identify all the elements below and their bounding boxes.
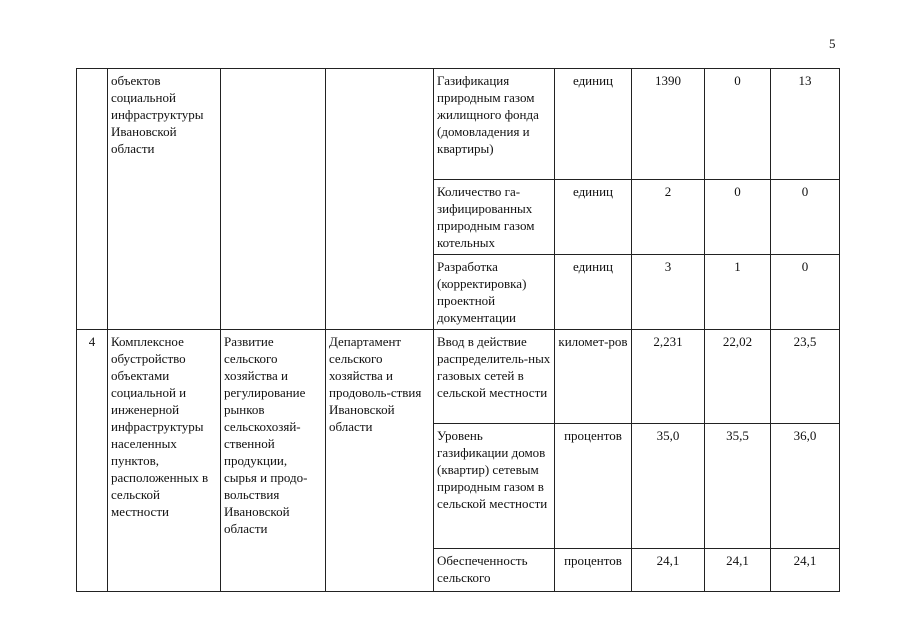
program-indicators-table xyxy=(76,68,840,592)
indicator-value-2-cell: 0 xyxy=(705,69,771,180)
indicator-value-2-cell: 24,1 xyxy=(705,549,771,592)
indicator-value-3-cell: 24,1 xyxy=(771,549,840,592)
indicator-unit-cell: процентов xyxy=(555,549,632,592)
indicator-name-cell: Разработка (корректировка) проектной документации xyxy=(434,255,555,330)
program-name-cell: Комплексное обустройство объектами социальной и инженерной инфраструктуры населенных пунктов, расположенных в сельской местности xyxy=(108,330,221,592)
indicator-unit-cell: единиц xyxy=(555,180,632,255)
indicator-name-cell: Ввод в действие распределитель-ных газовых сетей в сельской местности xyxy=(434,330,555,424)
indicator-value-3-cell: 13 xyxy=(771,69,840,180)
indicator-unit-cell: единиц xyxy=(555,69,632,180)
executor-cell xyxy=(326,69,434,330)
row-number-cell xyxy=(77,69,108,330)
page-number: 5 xyxy=(829,36,836,51)
indicator-value-1-cell: 1390 xyxy=(632,69,705,180)
indicator-value-3-cell: 36,0 xyxy=(771,424,840,549)
subprogram-cell: Развитие сельского хозяйства и регулирование рынков сельскохозяй-ственной продукции, сырья и продо-вольствия Ивановской области xyxy=(221,330,326,592)
indicator-value-1-cell: 24,1 xyxy=(632,549,705,592)
indicator-value-2-cell: 1 xyxy=(705,255,771,330)
indicator-value-3-cell: 0 xyxy=(771,255,840,330)
row-number-cell: 4 xyxy=(77,330,108,592)
indicator-value-3-cell: 0 xyxy=(771,180,840,255)
table-row xyxy=(77,69,840,180)
indicator-unit-cell: километ-ров xyxy=(555,330,632,424)
subprogram-cell xyxy=(221,69,326,330)
indicator-value-2-cell: 22,02 xyxy=(705,330,771,424)
indicator-name-cell: Количество га-зифицированных природным газом котельных xyxy=(434,180,555,255)
indicator-name-cell: Уровень газификации домов (квартир) сетевым природным газом в сельской местности xyxy=(434,424,555,549)
indicator-value-1-cell: 2,231 xyxy=(632,330,705,424)
program-name-cell: объектов социальной инфраструктуры Ивановской области xyxy=(108,69,221,330)
indicator-unit-cell: процентов xyxy=(555,424,632,549)
indicator-value-1-cell: 35,0 xyxy=(632,424,705,549)
indicator-name-cell: Газификация природным газом жилищного фонда (домовладения и квартиры) xyxy=(434,69,555,180)
indicator-value-2-cell: 35,5 xyxy=(705,424,771,549)
indicator-value-2-cell: 0 xyxy=(705,180,771,255)
table-row xyxy=(77,330,840,424)
indicator-value-3-cell: 23,5 xyxy=(771,330,840,424)
indicator-name-cell: Обеспеченность сельского xyxy=(434,549,555,592)
indicator-unit-cell: единиц xyxy=(555,255,632,330)
indicator-value-1-cell: 2 xyxy=(632,180,705,255)
indicator-value-1-cell: 3 xyxy=(632,255,705,330)
executor-cell: Департамент сельского хозяйства и продоволь-ствия Ивановской области xyxy=(326,330,434,592)
